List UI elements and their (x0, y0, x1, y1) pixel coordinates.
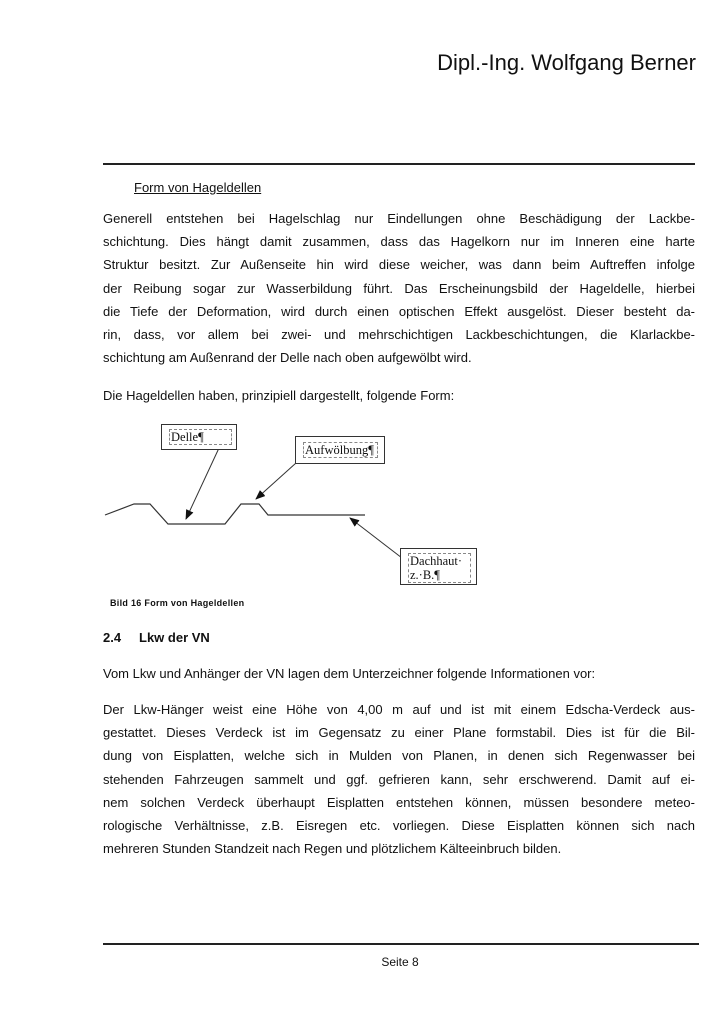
text-line: Generell entstehen bei Hagelschlag nur Eindellungen ohne Beschädigung der Lackbe- (103, 211, 695, 226)
footer-divider (103, 943, 699, 945)
dent-profile-drawing (0, 400, 724, 600)
text-line: die Tiefe der Deformation, wird durch einen optischen Effekt ausgelöst. Dieser besteht da- (103, 303, 695, 319)
text-line: rologische Verhältnisse, z.B. Eisregen etc. vorliegen. Diese Eisplatten können sich nach (103, 817, 695, 833)
paragraph-vehicle-info-intro (103, 662, 695, 685)
hail-dent-diagram (0, 400, 724, 600)
label-delle-text: Delle¶ (169, 429, 232, 445)
section-heading (103, 630, 210, 645)
text-line: mehreren Stunden Standzeit nach Regen und plötzlichem Kälteeinbruch bilden. (103, 841, 562, 857)
text-line: Struktur besitzt. Zur Außenseite hin wird diese weicher, was dann beim Auftreffen infolge (103, 257, 695, 273)
text-line: Die Hageldellen haben, prinzipiell dargestellt, folgende Form: (103, 388, 455, 403)
text-line: stehenden Fahrzeugen sammelt und ggf. gefrieren kann, sehr erschwerend. Damit auf ei- (103, 771, 695, 787)
label-aufwoelbung (295, 436, 385, 464)
paragraph-hail-dents (103, 207, 695, 369)
text-line: schichtung am Außenrand der Delle nach oben aufgewölbt wird. (103, 350, 472, 366)
header-divider (103, 163, 695, 165)
label-dachhaut-line1: Dachhaut· (410, 554, 463, 568)
text-line: rin, dass, vor allem bei zwei- und mehrschichtigen Lackbeschichtungen, die Klarlackbe- (103, 326, 695, 342)
label-dachhaut-line2: z.·B.¶ (410, 568, 440, 582)
label-aufwoelbung-text: Aufwölbung¶ (303, 442, 378, 458)
text-line: nem solchen Verdeck überhaupt Eisplatten entstehen können, müssen besondere meteo- (103, 794, 695, 810)
section-title: Lkw der VN (139, 630, 210, 645)
label-dachhaut (400, 548, 477, 585)
header-author: Dipl.-Ing. Wolfgang Berner (437, 50, 696, 75)
subsection-title: Form von Hageldellen (134, 180, 262, 195)
text-line: der Reibung sogar zur Wasserbildung führt. Das Erscheinungsbild der Hageldelle, hierbei (103, 280, 695, 296)
label-delle (161, 424, 237, 450)
text-line: schichtung. Dies hängt damit zusammen, dass das Hagelkorn nur im Inneren eine harte (103, 234, 695, 250)
paragraph-trailer-details (103, 698, 695, 860)
section-number: 2.4 (103, 630, 122, 645)
figure-caption: Bild 16 Form von Hageldellen (110, 598, 245, 608)
page-number: Seite 8 (381, 955, 419, 969)
text-line: gestattet. Dieses Verdeck ist im Gegensatz zu einer Plane formstabil. Dies ist für die Bil- (103, 725, 695, 741)
text-line: dung von Eisplatten, welche sich in Mulden von Planen, in denen sich Regenwasser bei (103, 748, 695, 764)
text-line: Vom Lkw und Anhänger der VN lagen dem Unterzeichner folgende Informationen vor: (103, 666, 596, 681)
text-line: Der Lkw-Hänger weist eine Höhe von 4,00 m auf und ist mit einem Edscha-Verdeck aus- (103, 702, 695, 717)
label-dachhaut-text (408, 553, 471, 583)
